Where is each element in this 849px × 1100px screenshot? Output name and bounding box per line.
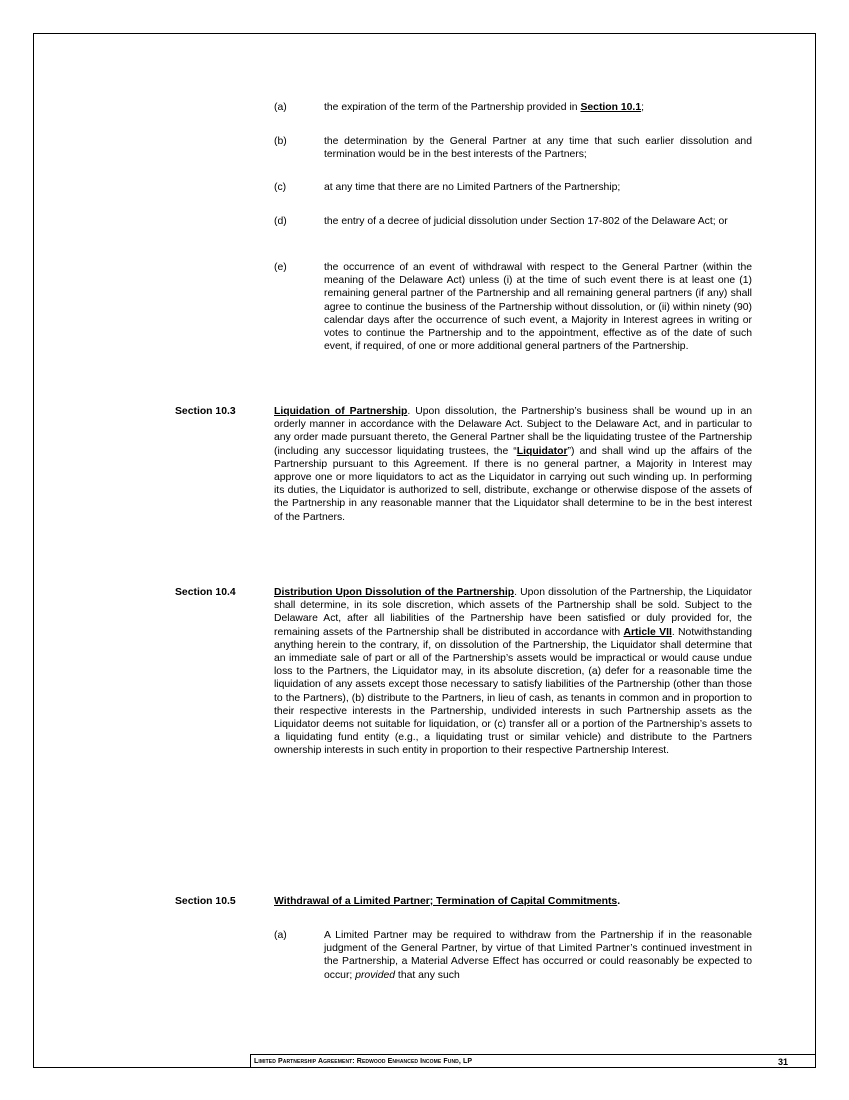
section-10-5-title-end: . <box>617 896 621 907</box>
section-10-3-number: Section 10.3 <box>175 406 236 417</box>
provided-emphasis: provided <box>355 969 396 981</box>
section-10-3-title: Liquidation of Partnership <box>274 406 408 417</box>
item-5a-label: (a) <box>274 930 287 941</box>
item-b-text: the determination by the General Partner at any time that such earlier dissolution and termination would be in the best interests of the Partners; <box>324 136 752 161</box>
section-10-3-body-1: . Upon dissolution, the Partnership’s business shall be wound up in an orderly manner in accordance with the Delaware Act. Subject to the Delaware Act, and in particular to any order made pursuant thereto, the General Partner shall be the liquidating trustee of the Partnership (including any successor liquidating trustees, the “ <box>274 406 753 457</box>
section-10-3-body-2: ”) and shall wind up the affairs of the Partnership pursuant to this Agreement. If there is no general partner, a Majority in Interest may approve one or more liquidators to act as the Liquidator in carrying out such winding up. In performing its duties, the Liquidator is authorized to sell, distribute, exchange or otherwise dispose of the assets of the Partnership in any reasonable manner that the Liquidator shall determine to be in the best interest of the Partners. <box>274 445 752 523</box>
item-e-text: the occurrence of an event of withdrawal with respect to the General Partner (within the meaning of the Delaware Act) unless (i) at the time of such event there is at least one (1) remaining general partner of the Partnership and all remaining general partners (if any) shall agree to continue the business of the Partnership without dissolution, or (ii) within ninety (90) calendar days after the occurrence of such event, a Majority in Interest agrees in writing or votes to continue the Partnership and to the appointment, effective as of the date of such event, if required, of one or more additional general partners of the Partnership. <box>324 262 752 353</box>
item-5a-text <box>324 929 752 982</box>
liquidator-term: Liquidator <box>516 445 568 457</box>
item-c-label: (c) <box>274 182 287 193</box>
section-10-4-body-1: . Upon dissolution of the Partnership, the Liquidator shall determine, in its sole discretion, which assets of the Partnership shall be sold. Subject to the Delaware Act, after all liabilities of the Partnership have been satisfied or duly provided for, the remaining assets of the Partnership shall be distributed in accordance with <box>274 587 752 638</box>
item-e-label: (e) <box>274 262 287 273</box>
item-c-text: at any time that there are no Limited Partners of the Partnership; <box>324 182 621 193</box>
section-10-5-text <box>274 895 752 908</box>
section-10-1-link[interactable]: Section 10.1 <box>580 102 642 113</box>
item-b-label: (b) <box>274 136 287 147</box>
item-a-label: (a) <box>274 102 287 113</box>
section-10-4-title: Distribution Upon Dissolution of the Partnership <box>274 587 515 598</box>
item-5a-text-2: that any such <box>395 969 460 981</box>
item-a-text-part: the expiration of the term of the Partnership provided in <box>324 102 581 113</box>
section-10-3-text <box>274 405 752 524</box>
section-10-4-number: Section 10.4 <box>175 587 236 598</box>
item-a-text-end: ; <box>641 102 644 113</box>
article-vii-link[interactable]: Article VII <box>623 626 672 638</box>
footer-left-rule <box>250 1054 251 1068</box>
item-d-label: (d) <box>274 216 287 227</box>
footer-rule <box>250 1054 815 1055</box>
section-10-4-text <box>274 586 752 758</box>
section-10-5-title: Withdrawal of a Limited Partner; Termination of Capital Commitments <box>274 896 618 907</box>
page-number: 31 <box>778 1057 789 1067</box>
item-5a-text-1: A Limited Partner may be required to withdraw from the Partnership if in the reasonable judgment of the General Partner, by virtue of that Limited Partner’s continued investment in the Partnership, a Material Adverse Effect has occurred or could reasonably be expected to occur; <box>324 930 752 981</box>
item-d-text: the entry of a decree of judicial dissolution under Section 17-802 of the Delaware Act; or <box>324 216 728 227</box>
item-a-text <box>324 101 752 114</box>
footer-title: Limited Partnership Agreement: Redwood Enhanced Income Fund, LP <box>254 1058 473 1065</box>
section-10-4-body-2: . Notwithstanding anything herein to the contrary, if, on dissolution of the Partnership, the Liquidator shall determine that an immediate sale of part or all of the Partnership’s assets would be impractical or would cause undue loss to the Partners, the Liquidator may, in its absolute discretion, (a) defer for a reasonable time the liquidation of any assets except those necessary to satisfy liabilities of the Partnership (other than those to the Partners), (b) distribute to the Partners, in lieu of cash, as tenants in common and in proportion to their respective interests in the Partnership, undivided interests in such Partnership assets as the Liquidator deems not suitable for liquidation, or (c) transfer all or a portion of the Partnership’s assets to a liquidating fund entity (e.g., a liquidating trust or similar vehicle) and distribute to the Partners ownership interests in such entity in proportion to their respective Partnership Interest. <box>274 626 752 757</box>
section-10-5-number: Section 10.5 <box>175 896 236 907</box>
